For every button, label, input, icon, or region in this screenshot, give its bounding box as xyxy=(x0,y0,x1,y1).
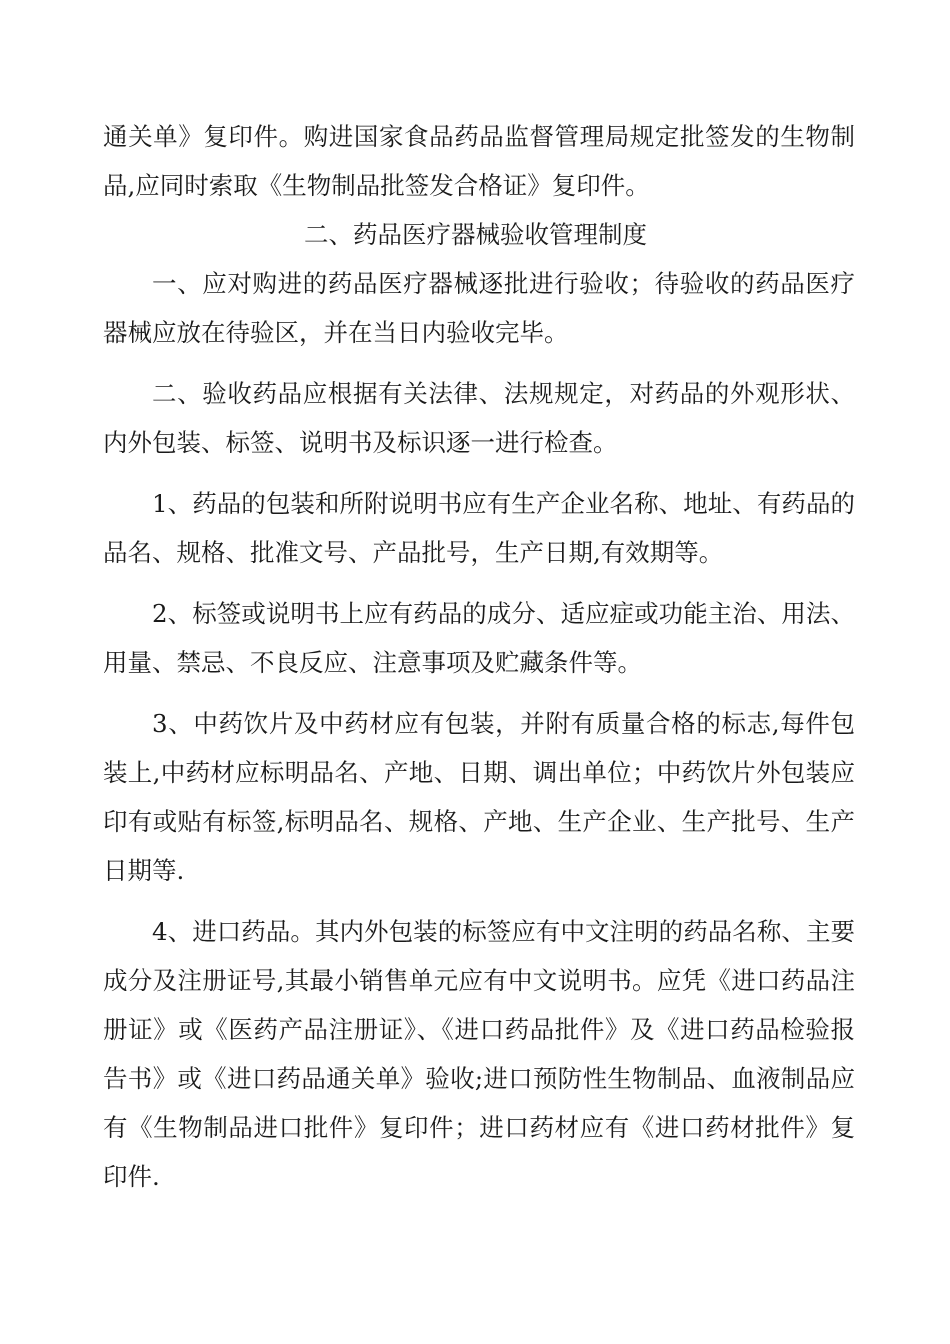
section-title: 二、药品医疗器械验收管理制度 xyxy=(304,220,647,249)
paragraph-sub-2: 2、标签或说明书上应有药品的成分、适应症或功能主治、用法、用量、禁忌、不良反应、注意事项及贮藏条件等。 xyxy=(103,599,855,677)
paragraph-sub-3: 3、中药饮片及中药材应有包装，并附有质量合格的标志,每件包装上,中药材应标明品名、产地、日期、调出单位；中药饮片外包装应印有或贴有标签,标明品名、规格、产地、生产企业、生产批号、生产日期等. xyxy=(103,709,855,885)
paragraph-sub-1: 1、药品的包装和所附说明书应有生产企业名称、地址、有药品的品名、规格、批准文号、产品批号，生产日期,有效期等。 xyxy=(103,489,855,567)
document-page xyxy=(103,112,855,1201)
paragraph-sub-4: 4、进口药品。其内外包装的标签应有中文注明的药品名称、主要成分及注册证号,其最小销售单元应有中文说明书。应凭《进口药品注册证》或《医药产品注册证》、《进口药品批件》及《进口药品检验报告书》或《进口药品通关单》验收;进口预防性生物制品、血液制品应有《生物制品进口批件》复印件；进口药材应有《进口药材批件》复印件. xyxy=(103,917,855,1191)
paragraph-item-2: 二、验收药品应根据有关法律、法规规定，对药品的外观形状、内外包装、标签、说明书及标识逐一进行检查。 xyxy=(103,379,855,457)
paragraph-continuation: 通关单》复印件。购进国家食品药品监督管理局规定批签发的生物制品,应同时索取《生物制品批签发合格证》复印件。 xyxy=(103,122,855,200)
paragraph-item-1: 一、应对购进的药品医疗器械逐批进行验收；待验收的药品医疗器械应放在待验区，并在当日内验收完毕。 xyxy=(103,269,855,347)
